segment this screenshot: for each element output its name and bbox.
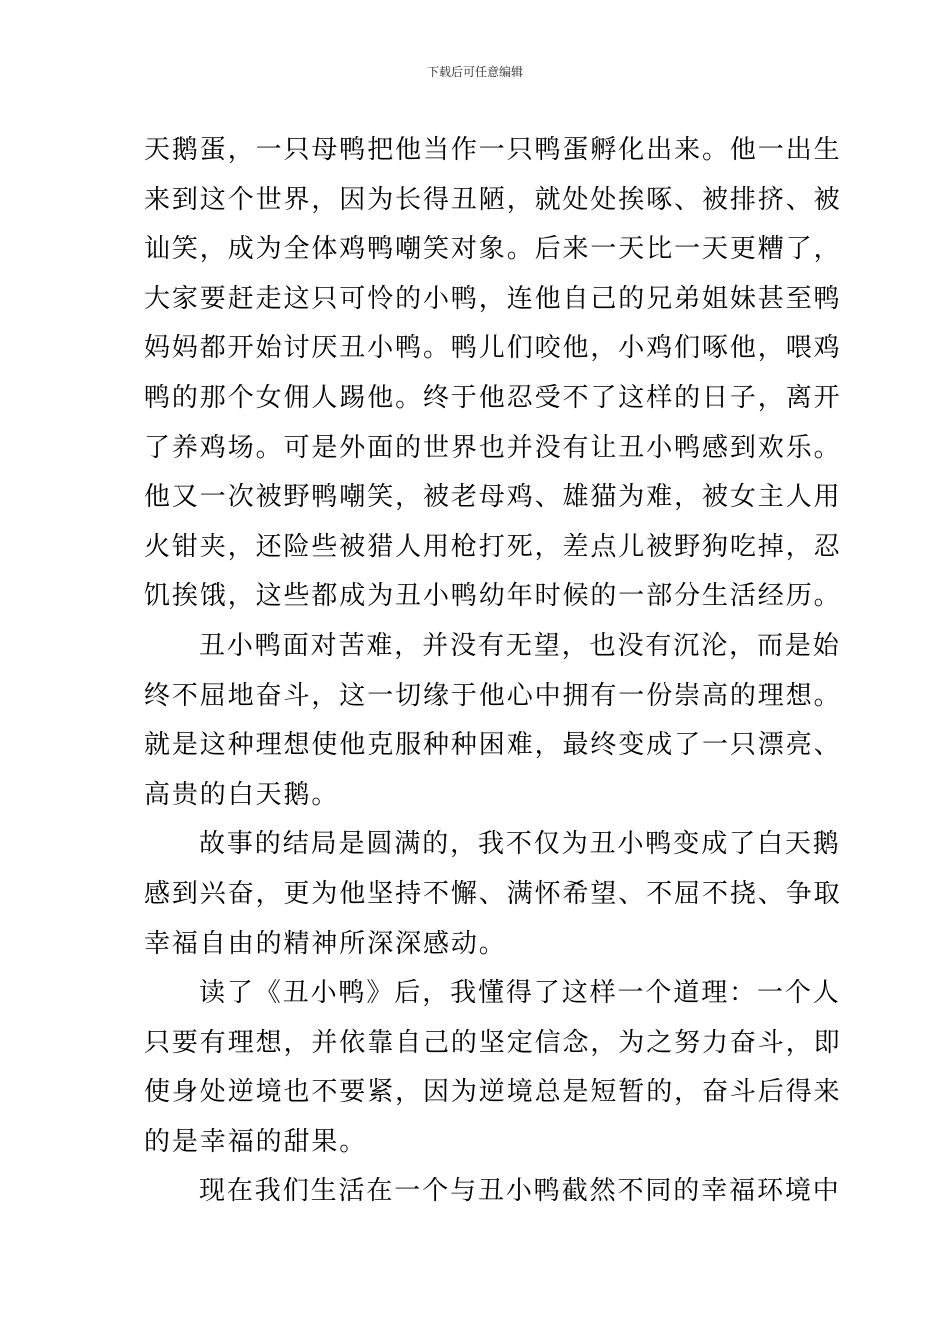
text-line: 使身处逆境也不要紧，因为逆境总是短暂的，奋斗后得来	[144, 1077, 842, 1108]
text-line: 妈妈都开始讨厌丑小鸭。鸭儿们咬他，小鸡们啄他，喂鸡	[144, 333, 842, 364]
text-line: 的是幸福的甜果。	[144, 1126, 368, 1157]
text-line: 终不屈地奋斗，这一切缘于他心中拥有一份崇高的理想。	[144, 680, 842, 711]
text-line: 了养鸡场。可是外面的世界也并没有让丑小鸭感到欢乐。	[144, 432, 842, 463]
text-line: 只要有理想，并依靠自己的坚定信念，为之努力奋斗，即	[144, 1027, 842, 1058]
paragraph-start-line: 故事的结局是圆满的，我不仅为丑小鸭变成了白天鹅	[199, 829, 841, 860]
text-line: 感到兴奋，更为他坚持不懈、满怀希望、不屈不挠、争取	[144, 878, 842, 909]
text-line: 讪笑，成为全体鸡鸭嘲笑对象。后来一天比一天更糟了，	[144, 234, 842, 265]
text-line: 高贵的白天鹅。	[144, 779, 340, 810]
text-line: 来到这个世界，因为长得丑陋，就处处挨啄、被排挤、被	[144, 184, 842, 215]
text-line: 他又一次被野鸭嘲笑，被老母鸡、雄猫为难，被女主人用	[144, 482, 842, 513]
text-line: 鸭的那个女佣人踢他。终于他忍受不了这样的日子，离开	[144, 382, 842, 413]
paragraph-start-line: 现在我们生活在一个与丑小鸭截然不同的幸福环境中	[199, 1176, 841, 1207]
text-line: 幸福自由的精神所深深感动。	[144, 928, 507, 959]
text-line: 饥挨饿，这些都成为丑小鸭幼年时候的一部分生活经历。	[144, 581, 842, 612]
text-line: 火钳夹，还险些被猎人用枪打死，差点儿被野狗吃掉，忍	[144, 531, 842, 562]
paragraph-start-line: 丑小鸭面对苦难，并没有无望，也没有沉沦，而是始	[199, 630, 841, 661]
text-line: 天鹅蛋，一只母鸭把他当作一只鸭蛋孵化出来。他一出生	[144, 135, 842, 165]
text-line: 就是这种理想使他克服种种困难，最终变成了一只漂亮、	[144, 730, 842, 761]
text-line: 大家要赶走这只可怜的小鸭，连他自己的兄弟姐妹甚至鸭	[144, 283, 842, 314]
paragraph-start-line: 读了《丑小鸭》后，我懂得了这样一个道理：一个人	[199, 978, 841, 1009]
page-header: 下载后可任意编辑	[426, 65, 523, 79]
document-body	[144, 126, 842, 1217]
